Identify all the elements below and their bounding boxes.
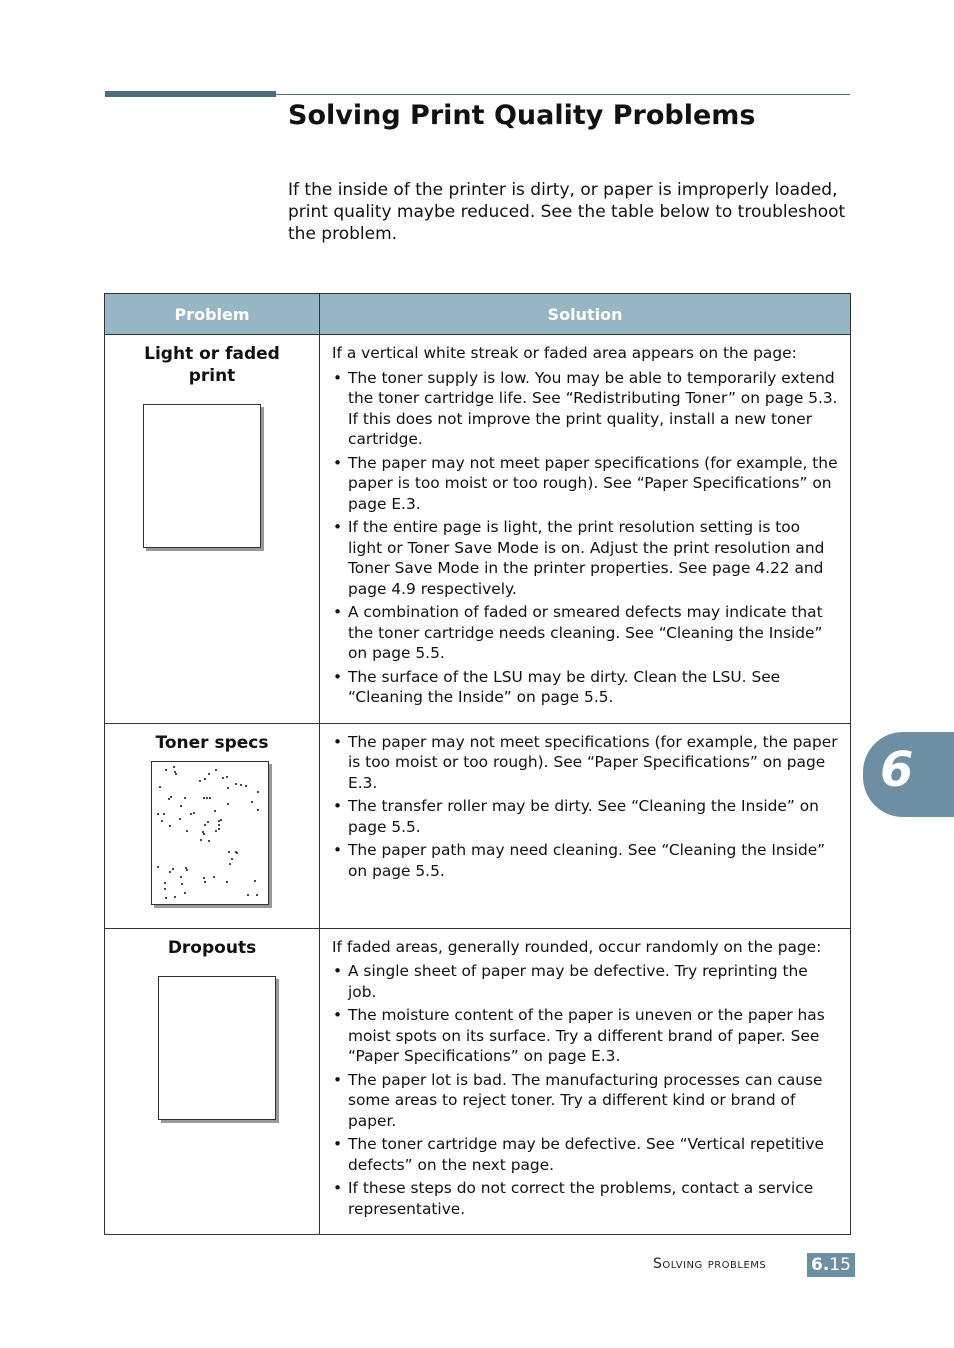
- toner-speck-dot: [202, 831, 204, 833]
- toner-speck-dot: [203, 833, 205, 835]
- toner-speck-dot: [173, 766, 175, 768]
- solution-lead: If faded areas, generally rounded, occur randomly on the page:: [332, 937, 822, 956]
- toner-speck-dot: [218, 828, 220, 830]
- toner-speck-dot: [164, 882, 166, 884]
- toner-speck-dot: [190, 813, 192, 815]
- toner-speck-dot: [186, 830, 188, 832]
- toner-speck-dot: [218, 824, 220, 826]
- list-item: • The toner supply is low. You may be able to temporarily extend the toner cartridge life. See “Redistributing Toner” on page 5.3. If this does not improve the print quality, install a new toner cartridge.: [332, 368, 838, 450]
- footer-section-title: Solving problems: [653, 1256, 767, 1272]
- table-row: [105, 928, 851, 1235]
- solution-column-header: Solution: [320, 294, 851, 335]
- toner-speck-dot: [240, 784, 242, 786]
- solution-list: [332, 961, 838, 1219]
- toner-speck-dot: [174, 771, 176, 773]
- toner-speck-dot: [170, 796, 172, 798]
- toner-speck-dot: [184, 797, 186, 799]
- page-number: 15: [829, 1255, 851, 1275]
- toner-speck-dot: [169, 825, 171, 827]
- toner-speck-dot: [184, 892, 186, 894]
- toner-speck-dot: [199, 780, 201, 782]
- toner-speck-dot: [227, 787, 229, 789]
- page-chapter: 6.: [811, 1255, 830, 1275]
- troubleshooting-table: [104, 293, 851, 1235]
- toner-speck-dot: [203, 877, 205, 879]
- toner-speck-dot: [229, 863, 231, 865]
- toner-speck-dot: [172, 868, 174, 870]
- problem-cell: [105, 335, 320, 724]
- toner-speck-dot: [161, 820, 163, 822]
- toner-speck-dot: [165, 769, 167, 771]
- toner-speck-dot: [168, 798, 170, 800]
- toner-speck-dot: [245, 785, 247, 787]
- toner-speck-dot: [157, 866, 159, 868]
- toner-speck-dot: [254, 880, 256, 882]
- list-item: • The surface of the LSU may be dirty. Clean the LSU. See “Cleaning the Inside” on page 5.5.: [332, 667, 838, 708]
- toner-speck-dot: [220, 819, 222, 821]
- problem-column-header: Problem: [105, 294, 320, 335]
- toner-speck-dot: [209, 797, 211, 799]
- toner-speck-dot: [186, 869, 188, 871]
- page-number-badge: [807, 1253, 855, 1277]
- problem-name: Toner specs: [155, 732, 269, 753]
- toner-speck-dot: [228, 851, 230, 853]
- toner-speck-dot: [169, 871, 171, 873]
- toner-speck-dot: [185, 867, 187, 869]
- table-row: [105, 335, 851, 724]
- light-print-sample-illustration: [143, 404, 261, 548]
- solution-list: [332, 368, 838, 708]
- toner-speck-dot: [164, 888, 166, 890]
- toner-speck-dot: [159, 786, 161, 788]
- toner-speck-dot: [257, 809, 259, 811]
- solution-cell: [320, 928, 851, 1235]
- toner-speck-dot: [247, 894, 249, 896]
- list-item: • If these steps do not correct the problems, contact a service representative.: [332, 1178, 838, 1219]
- toner-speck-dot: [204, 824, 206, 826]
- toner-speck-dot: [157, 813, 159, 815]
- list-item: • The moisture content of the paper is uneven or the paper has moist spots on its surface. Try a different brand of paper. See “Paper Specifications” on page E.3.: [332, 1005, 838, 1067]
- problem-name: Light or faded print: [144, 344, 280, 386]
- toner-speck-dot: [165, 897, 167, 899]
- table-header-row: [105, 294, 851, 335]
- toner-speck-dot: [204, 778, 206, 780]
- toner-speck-dot: [251, 801, 253, 803]
- solution-cell: [320, 723, 851, 928]
- toner-speck-dot: [180, 805, 182, 807]
- header-rule-thick: [105, 91, 276, 97]
- list-item: • The transfer roller may be dirty. See “Cleaning the Inside” on page 5.5.: [332, 796, 838, 837]
- toner-speck-dot: [193, 812, 195, 814]
- toner-speck-dot: [179, 818, 181, 820]
- toner-speck-dot: [181, 883, 183, 885]
- toner-speck-dot: [163, 813, 165, 815]
- toner-speck-dot: [204, 881, 206, 883]
- problem-cell: [105, 928, 320, 1235]
- chapter-number: 6: [880, 742, 914, 798]
- solution-lead: If a vertical white streak or faded area appears on the page:: [332, 344, 797, 362]
- solution-list: [332, 732, 838, 882]
- toner-speck-dot: [231, 858, 233, 860]
- toner-speck-dot: [174, 896, 176, 898]
- problem-name: Dropouts: [167, 937, 257, 958]
- list-item: • The paper may not meet specifications (for example, the paper is too moist or too rough). See “Paper Specifications” on page E.3.: [332, 732, 838, 794]
- toner-speck-dot: [227, 803, 229, 805]
- toner-speck-dot: [256, 894, 258, 896]
- toner-speck-dot: [214, 810, 216, 812]
- toner-speck-dot: [257, 791, 259, 793]
- toner-speck-dot: [226, 881, 228, 883]
- list-item: • The toner cartridge may be defective. See “Vertical repetitive defects” on the next page.: [332, 1134, 838, 1175]
- toner-speck-dot: [200, 839, 202, 841]
- toner-speck-dot: [235, 783, 237, 785]
- toner-speck-dot: [180, 876, 182, 878]
- toner-speck-dot: [215, 769, 217, 771]
- dropouts-sample-illustration: [158, 976, 276, 1120]
- problem-cell: [105, 723, 320, 928]
- toner-speck-dot: [207, 821, 209, 823]
- list-item: • A combination of faded or smeared defects may indicate that the toner cartridge needs cleaning. See “Cleaning the Inside” on page 5.5.: [332, 602, 838, 664]
- toner-speck-dot: [208, 840, 210, 842]
- toner-speck-dot: [203, 797, 205, 799]
- solution-cell: [320, 335, 851, 724]
- toner-speck-dot: [213, 876, 215, 878]
- list-item: • If the entire page is light, the print resolution setting is too light or Toner Save Mode is on. Adjust the print resolution and Toner Save Mode in the printer properties. See page 4.22 and page 4.9 respectively.: [332, 517, 838, 599]
- toner-speck-dot: [222, 777, 224, 779]
- list-item: • A single sheet of paper may be defective. Try reprinting the job.: [332, 961, 838, 1002]
- toner-speck-dot: [175, 773, 177, 775]
- header-rule-thin: [276, 94, 850, 95]
- toner-speck-dot: [226, 776, 228, 778]
- toner-specs-sample-illustration: [151, 761, 269, 905]
- toner-speck-dot: [235, 851, 237, 853]
- table-row: [105, 723, 851, 928]
- toner-speck-dot: [215, 830, 217, 832]
- toner-speck-dot: [208, 773, 210, 775]
- page-title: Solving Print Quality Problems: [288, 100, 756, 131]
- toner-speck-dot: [206, 797, 208, 799]
- intro-paragraph: If the inside of the printer is dirty, or paper is improperly loaded, print quality maybe reduced. See the table below to troubleshoot the problem.: [288, 180, 846, 244]
- list-item: • The paper path may need cleaning. See “Cleaning the Inside” on page 5.5.: [332, 840, 838, 881]
- list-item: • The paper lot is bad. The manufacturing processes can cause some areas to reject toner. Try a different kind or brand of paper.: [332, 1070, 838, 1132]
- list-item: • The paper may not meet paper specifications (for example, the paper is too moist or too rough). See “Paper Specifications” on page E.3.: [332, 453, 838, 515]
